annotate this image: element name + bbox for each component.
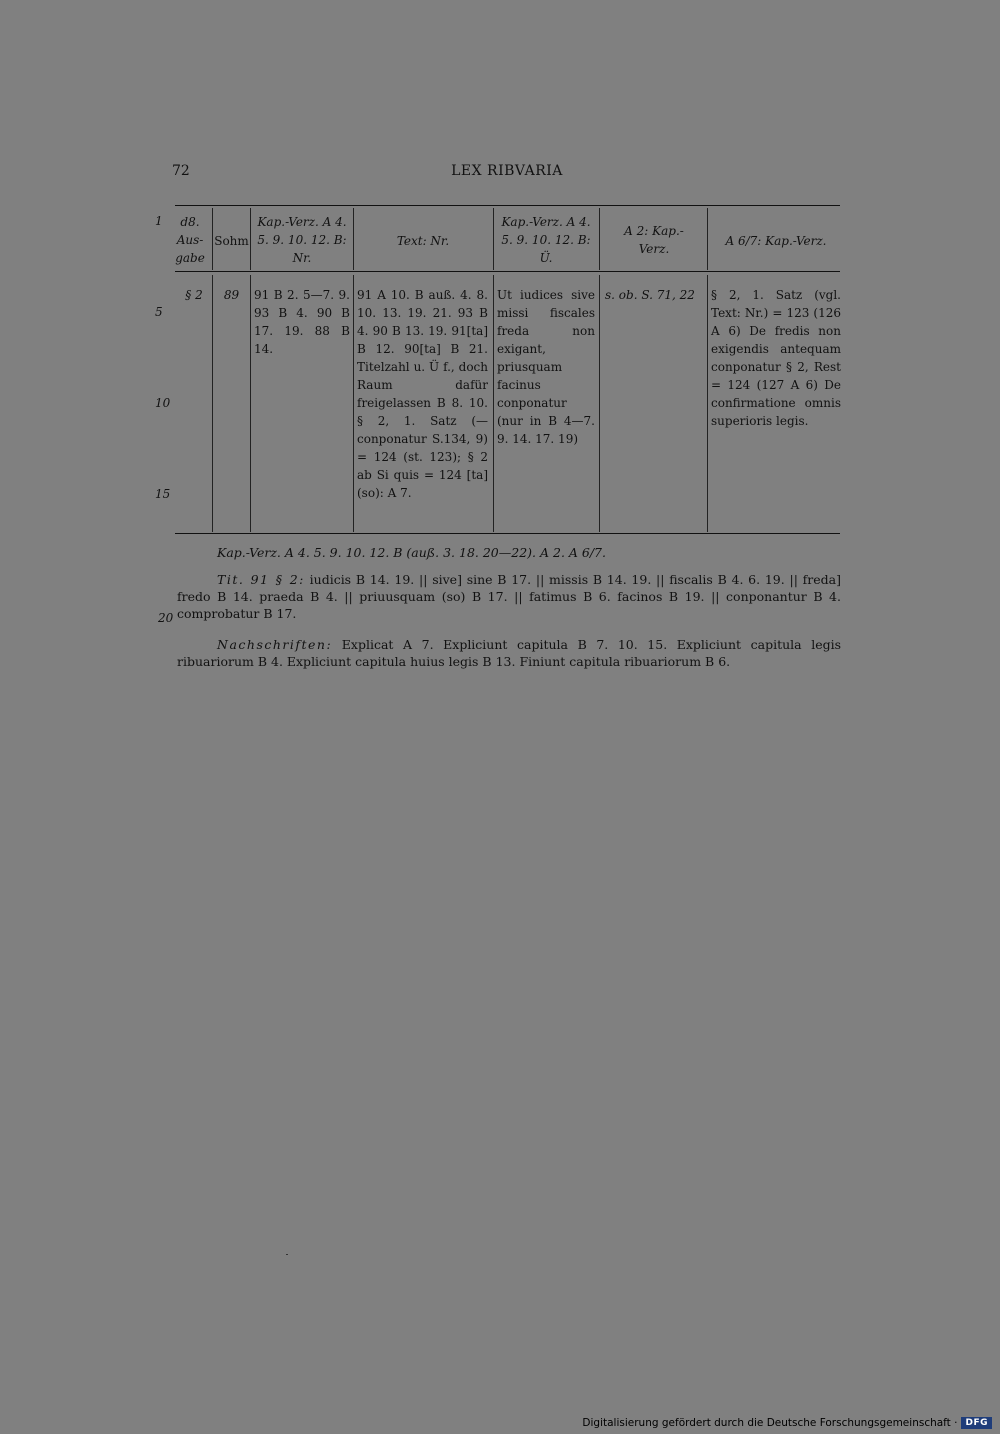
column-divider bbox=[353, 275, 354, 532]
dfg-logo-icon: DFG bbox=[961, 1417, 992, 1429]
column-divider bbox=[493, 275, 494, 532]
apparatus-notes bbox=[177, 544, 841, 670]
note-tit-text: iudicis B 14. 19. || sive] sine B 17. || missis B 14. 19. || fiscalis B 4. 6. 19. || freda] fredo B 14. praeda B 4. || priuusquam (so) B 17. || fatimus B 6. facinos B 19. || conponantur B 4. comprobatur B 17. bbox=[177, 572, 841, 621]
cell-a67: § 2, 1. Satz (vgl. Text: Nr.) = 123 (126 A 6) De fredis non exigendis antequam conponatur § 2, Rest = 124 (127 A 6) De confirmatione omnis superioris legis. bbox=[711, 288, 841, 428]
table-top-rule bbox=[175, 205, 840, 206]
column-divider bbox=[599, 208, 600, 270]
column-divider bbox=[250, 208, 251, 270]
scan-speck bbox=[286, 1254, 288, 1255]
column-divider bbox=[707, 208, 708, 270]
line-number: 1 bbox=[155, 214, 163, 228]
note-nach-label: Nachschriften: bbox=[217, 637, 333, 652]
page-number: 72 bbox=[172, 163, 190, 179]
cell-text-nr: 91 A 10. B auß. 4. 8. 10. 13. 19. 21. 93 B 4. 90 B 13. 19. 91[ta] B 12. 90[ta] B 21. Titelzahl u. Ü f., doch Raum dafür freigelassen B 8. 10. § 2, 1. Satz (— conponatur S.134, 9) = 124 (st. 123); § 2 ab Si quis = 124 [ta] (so): A 7. bbox=[357, 288, 488, 500]
page-header bbox=[172, 163, 842, 183]
cell-kap-ue: Ut iudices sive missi fiscales freda non exigant, priusquam facinus conponatur (nur in B 4—7. 9. 14. 17. 19) bbox=[497, 288, 595, 446]
column-header-kap-ue: Kap.-Verz. A 4. 5. 9. 10. 12. B: Ü. bbox=[501, 215, 591, 265]
column-divider bbox=[212, 275, 213, 532]
column-divider bbox=[599, 275, 600, 532]
line-number: 15 bbox=[155, 487, 171, 501]
note-nachschriften bbox=[177, 636, 841, 670]
line-number: 10 bbox=[155, 396, 171, 410]
note-nach-text: Explicat A 7. Expliciunt capitula B 7. 10. 15. Expliciunt capitula legis ribuariorum B 4. Expliciunt capitula huius legis B 13. Finiunt capitula ribuariorum B 6. bbox=[177, 637, 842, 669]
note-tit bbox=[177, 571, 841, 622]
column-header-a67: A 6/7: Kap.-Verz. bbox=[725, 234, 827, 248]
table-bottom-rule bbox=[175, 533, 840, 534]
column-divider bbox=[250, 275, 251, 532]
cell-sohm: 89 bbox=[223, 288, 240, 302]
cell-ausgabe: § 2 bbox=[185, 288, 203, 302]
column-header-a2: A 2: Kap.-Verz. bbox=[624, 224, 684, 256]
line-number: 5 bbox=[155, 305, 163, 319]
column-header-kap-nr: Kap.-Verz. A 4. 5. 9. 10. 12. B: Nr. bbox=[257, 215, 347, 265]
cell-a2: s. ob. S. 71, 22 bbox=[605, 288, 695, 302]
line-number: 20 bbox=[158, 611, 174, 625]
column-divider bbox=[493, 208, 494, 270]
column-header-ausgabe: d8. Aus-gabe bbox=[175, 215, 205, 265]
note-kapverz: Kap.-Verz. A 4. 5. 9. 10. 12. B (auß. 3. 18. 20—22). A 2. A 6/7. bbox=[217, 545, 606, 560]
table-header-rule bbox=[175, 271, 840, 272]
cell-kap-nr: 91 B 2. 5—7. 9. 93 B 4. 90 B 17. 19. 88 B 14. bbox=[254, 288, 350, 356]
column-divider bbox=[353, 208, 354, 270]
column-divider bbox=[707, 275, 708, 532]
running-title: LEX RIBVARIA bbox=[451, 163, 563, 179]
footer-credit bbox=[582, 1417, 992, 1429]
column-header-sohm: Sohm bbox=[214, 234, 249, 248]
note-tit-label: Tit. 91 § 2: bbox=[217, 572, 305, 587]
footer-text: Digitalisierung gefördert durch die Deutsche Forschungsgemeinschaft · bbox=[582, 1417, 958, 1429]
column-header-text-nr: Text: Nr. bbox=[396, 234, 450, 248]
